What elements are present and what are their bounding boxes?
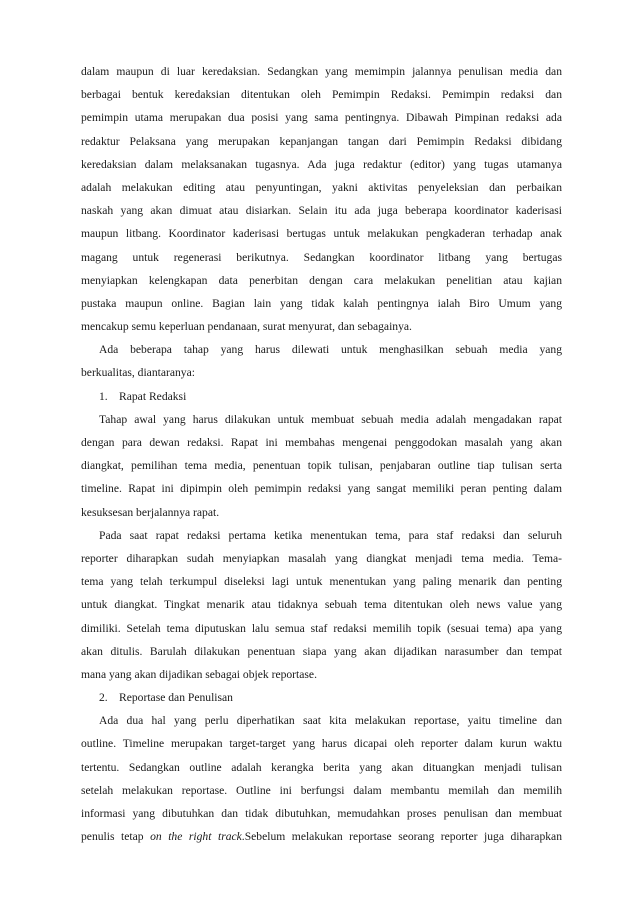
heading-number: 2. bbox=[99, 691, 108, 705]
paragraph-2 bbox=[81, 338, 562, 384]
heading-number: 1. bbox=[99, 389, 108, 403]
section-heading-reportase bbox=[81, 686, 562, 709]
text-line: dengan para dewan redaksi. Rapat ini membahas mengenai penggodokan masalah yang akan bbox=[81, 436, 562, 449]
text-line: untuk diangkat. Tingkat menarik atau tidaknya sebuah tema ditentukan oleh news value yang bbox=[81, 598, 562, 612]
text-line: setelah melakukan reportase. Outline ini berfungsi dalam membantu memilah dan memilih bbox=[81, 783, 562, 797]
heading-text: Reportase dan Penulisan bbox=[119, 691, 233, 705]
document-page bbox=[81, 60, 562, 848]
text-line: Ada beberapa tahap yang harus dilewati untuk menghasilkan sebuah media yang bbox=[99, 343, 562, 357]
text-run: penulis tetap bbox=[81, 830, 151, 844]
text-line: maupun litbang. Koordinator kaderisasi bertugas untuk melakukan pengkaderan terhadap anak bbox=[81, 227, 562, 241]
text-line: berbagai bentuk keredaksian ditentukan oleh Pemimpin Redaksi. Pemimpin redaksi dan bbox=[81, 88, 562, 102]
text-line: naskah yang akan dimuat atau disiarkan. Selain itu ada juga beberapa koordinator kaderisasi bbox=[81, 204, 562, 218]
section-heading-rapat-redaksi bbox=[81, 385, 562, 408]
text-line: redaktur Pelaksana yang merupakan kepanjangan tangan dari Pemimpin Redaksi dibidang bbox=[81, 134, 562, 148]
paragraph-5 bbox=[81, 709, 562, 848]
text-line: tema yang telah terkumpul diseleksi lagi untuk menentukan yang paling menarik dan penting bbox=[81, 575, 562, 589]
italic-phrase: on the right track bbox=[150, 830, 242, 844]
text-line bbox=[81, 825, 562, 848]
paragraph-4 bbox=[81, 524, 562, 686]
text-line: dimiliki. Setelah tema diputuskan lalu semua staf redaksi memilih topik (sesuai tema) apa yang bbox=[81, 621, 562, 635]
text-line: pustaka maupun online. Bagian lain yang tidak kalah pentingnya ialah Biro Umum yang bbox=[81, 296, 562, 310]
text-line: magang untuk regenerasi berikutnya. Sedangkan koordinator litbang yang bertugas bbox=[81, 250, 562, 264]
text-line: diangkat, pemilihan tema media, penentuan topik tulisan, penjabaran outline tiap tulisan serta bbox=[81, 459, 562, 473]
text-line: akan ditulis. Barulah dilakukan penentuan siapa yang akan dijadikan narasumber dan tempat bbox=[81, 644, 562, 658]
text-line: keredaksian dalam melaksanakan tugasnya. Ada juga redaktur (editor) yang tugas utamanya bbox=[81, 157, 562, 171]
text-line: informasi yang dibutuhkan dan tidak dibutuhkan, memudahkan proses penulisan dan membuat bbox=[81, 807, 562, 820]
text-line: mencakup semu keperluan pendanaan, surat menyurat, dan sebagainya. bbox=[81, 320, 412, 334]
text-line: dalam maupun di luar keredaksian. Sedangkan yang memimpin jalannya penulisan media dan bbox=[81, 65, 562, 78]
text-line: pemimpin utama merupakan dua posisi yang sama pentingnya. Dibawah Pimpinan redaksi ada bbox=[81, 111, 562, 125]
text-line: tertentu. Sedangkan outline adalah kerangka berita yang akan dituangkan menjadi tulisan bbox=[81, 760, 562, 774]
text-run: .Sebelum melakukan reportase seorang reporter juga diharapkan bbox=[241, 830, 562, 844]
text-line: adalah melakukan editing atau penyuntingan, yakni aktivitas penyeleksian dan perbaikan bbox=[81, 180, 562, 194]
text-line: mana yang akan dijadikan sebagai objek reportase. bbox=[81, 667, 317, 681]
heading-text: Rapat Redaksi bbox=[119, 389, 187, 403]
text-line: timeline. Rapat ini dipimpin oleh pemimpin redaksi yang sangat memiliki peran penting dalam bbox=[81, 482, 562, 496]
text-line: Tahap awal yang harus dilakukan untuk membuat sebuah media adalah mengadakan rapat bbox=[99, 412, 562, 426]
text-line: outline. Timeline merupakan target-target yang harus dicapai oleh reporter dalam kurun waktu bbox=[81, 737, 562, 751]
paragraph-1 bbox=[81, 60, 562, 338]
text-line: berkualitas, diantaranya: bbox=[81, 366, 195, 380]
text-line: Pada saat rapat redaksi pertama ketika menentukan tema, para staf redaksi dan seluruh bbox=[99, 528, 562, 542]
text-line: kesuksesan berjalannya rapat. bbox=[81, 505, 220, 519]
text-line: reporter diharapkan sudah menyiapkan masalah yang diangkat menjadi tema media. Tema- bbox=[81, 551, 562, 565]
text-line: menyiapkan kelengkapan data penerbitan dengan cara melakukan penelitian atau kajian bbox=[81, 273, 562, 287]
paragraph-3 bbox=[81, 408, 562, 524]
text-line: Ada dua hal yang perlu diperhatikan saat kita melakukan reportase, yaitu timeline dan bbox=[99, 714, 562, 728]
